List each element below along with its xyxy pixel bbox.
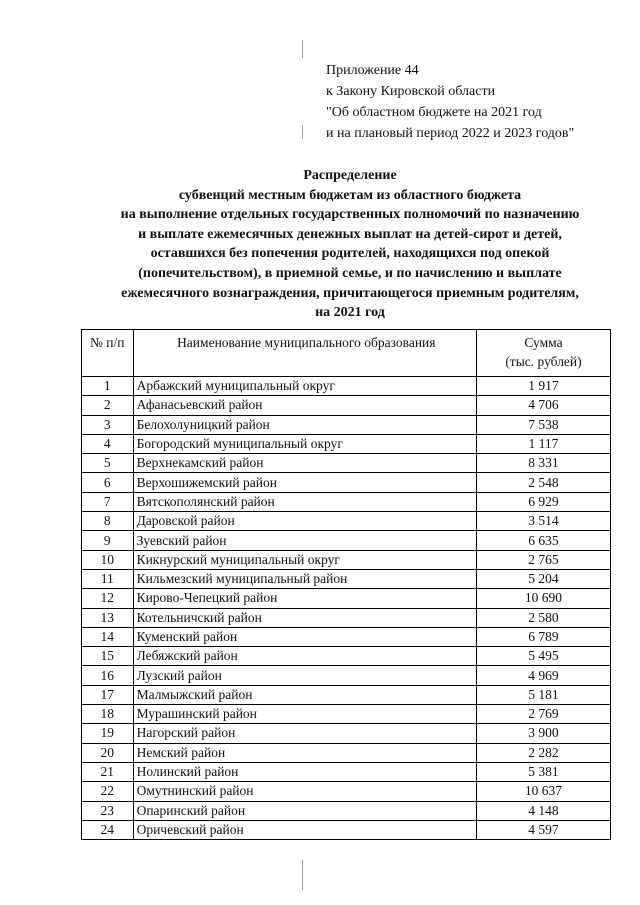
row-name: Опаринский район bbox=[133, 801, 476, 820]
header-sum-line1: Сумма bbox=[524, 335, 563, 350]
row-name: Котельничский район bbox=[133, 608, 476, 627]
header-num: № п/п bbox=[82, 330, 134, 377]
row-num: 19 bbox=[82, 724, 134, 743]
table-row bbox=[82, 801, 611, 820]
title-line: на выполнение отдельных государственных полномочий по назначению bbox=[120, 207, 580, 223]
row-sum: 2 769 bbox=[476, 705, 610, 724]
row-num: 9 bbox=[82, 531, 134, 550]
appendix-note bbox=[326, 60, 574, 144]
row-num: 23 bbox=[82, 801, 134, 820]
row-num: 7 bbox=[82, 492, 134, 511]
row-num: 24 bbox=[82, 820, 134, 839]
title-line: субвенций местным бюджетам из областного бюджета bbox=[178, 187, 522, 203]
row-num: 13 bbox=[82, 608, 134, 627]
row-sum: 5 495 bbox=[476, 647, 610, 666]
title-line: на 2021 год bbox=[315, 305, 385, 321]
row-name: Верхошижемский район bbox=[133, 473, 476, 492]
row-name: Немский район bbox=[133, 743, 476, 762]
row-sum: 6 635 bbox=[476, 531, 610, 550]
subventions-table bbox=[81, 329, 611, 840]
appendix-line: и на плановый период 2022 и 2023 годов" bbox=[326, 126, 575, 141]
row-sum: 4 148 bbox=[476, 801, 610, 820]
row-name: Даровской район bbox=[133, 512, 476, 531]
table-row bbox=[82, 531, 611, 550]
row-sum: 4 969 bbox=[476, 666, 610, 685]
table-row bbox=[82, 627, 611, 646]
row-name: Кильмезский муниципальный район bbox=[133, 569, 476, 588]
table-row bbox=[82, 666, 611, 685]
table-body bbox=[82, 377, 611, 840]
row-sum: 6 789 bbox=[476, 627, 610, 646]
row-sum: 3 514 bbox=[476, 512, 610, 531]
header-sum-line2: (тыс. рублей) bbox=[505, 354, 582, 369]
table-row bbox=[82, 762, 611, 781]
row-num: 20 bbox=[82, 743, 134, 762]
row-sum: 3 900 bbox=[476, 724, 610, 743]
table-row bbox=[82, 782, 611, 801]
table-row bbox=[82, 820, 611, 839]
header-name: Наименование муниципального образования bbox=[133, 330, 476, 377]
row-name: Белохолуницкий район bbox=[133, 415, 476, 434]
row-num: 17 bbox=[82, 685, 134, 704]
title-line: ежемесячного вознаграждения, причитающегося приемным родителям, bbox=[121, 285, 579, 301]
row-num: 8 bbox=[82, 512, 134, 531]
row-sum: 1 917 bbox=[476, 377, 610, 396]
row-num: 15 bbox=[82, 647, 134, 666]
row-num: 10 bbox=[82, 550, 134, 569]
row-num: 21 bbox=[82, 762, 134, 781]
row-name: Кикнурский муниципальный округ bbox=[133, 550, 476, 569]
scan-mark bbox=[302, 40, 303, 58]
row-sum: 2 765 bbox=[476, 550, 610, 569]
row-name: Мурашинский район bbox=[133, 705, 476, 724]
table-row bbox=[82, 647, 611, 666]
header-sum bbox=[476, 330, 610, 377]
row-name: Омутнинский район bbox=[133, 782, 476, 801]
table-row bbox=[82, 492, 611, 511]
table-row bbox=[82, 608, 611, 627]
row-sum: 2 548 bbox=[476, 473, 610, 492]
row-num: 2 bbox=[82, 396, 134, 415]
row-num: 6 bbox=[82, 473, 134, 492]
row-name: Зуевский район bbox=[133, 531, 476, 550]
row-num: 5 bbox=[82, 454, 134, 473]
row-name: Лебяжский район bbox=[133, 647, 476, 666]
row-num: 16 bbox=[82, 666, 134, 685]
row-name: Лузский район bbox=[133, 666, 476, 685]
row-sum: 8 331 bbox=[476, 454, 610, 473]
row-num: 18 bbox=[82, 705, 134, 724]
row-sum: 2 580 bbox=[476, 608, 610, 627]
row-num: 4 bbox=[82, 434, 134, 453]
table-row bbox=[82, 724, 611, 743]
row-num: 1 bbox=[82, 377, 134, 396]
row-sum: 1 117 bbox=[476, 434, 610, 453]
row-sum: 7 538 bbox=[476, 415, 610, 434]
row-name: Куменский район bbox=[133, 627, 476, 646]
table-row bbox=[82, 434, 611, 453]
table-row bbox=[82, 377, 611, 396]
row-name: Оричевский район bbox=[133, 820, 476, 839]
table-row bbox=[82, 685, 611, 704]
row-sum: 5 181 bbox=[476, 685, 610, 704]
row-sum: 5 381 bbox=[476, 762, 610, 781]
title-line: Распределение bbox=[303, 168, 397, 183]
table-row bbox=[82, 415, 611, 434]
row-name: Малмыжский район bbox=[133, 685, 476, 704]
table-row bbox=[82, 512, 611, 531]
row-sum: 2 282 bbox=[476, 743, 610, 762]
row-sum: 10 637 bbox=[476, 782, 610, 801]
row-name: Арбажский муниципальный округ bbox=[133, 377, 476, 396]
row-name: Афанасьевский район bbox=[133, 396, 476, 415]
table-header-row bbox=[82, 330, 611, 377]
row-num: 11 bbox=[82, 569, 134, 588]
table-row bbox=[82, 396, 611, 415]
row-num: 3 bbox=[82, 415, 134, 434]
row-num: 22 bbox=[82, 782, 134, 801]
row-sum: 10 690 bbox=[476, 589, 610, 608]
scan-mark bbox=[302, 860, 303, 890]
appendix-line: "Об областном бюджете на 2021 год bbox=[326, 105, 542, 120]
title-line: оставшихся без попечения родителей, находящихся под опекой bbox=[150, 246, 550, 262]
table-row bbox=[82, 550, 611, 569]
table-row bbox=[82, 705, 611, 724]
table-row bbox=[82, 569, 611, 588]
row-name: Кирово-Чепецкий район bbox=[133, 589, 476, 608]
table-row bbox=[82, 743, 611, 762]
row-name: Вятскополянский район bbox=[133, 492, 476, 511]
table-row bbox=[82, 454, 611, 473]
row-num: 14 bbox=[82, 627, 134, 646]
row-sum: 5 204 bbox=[476, 569, 610, 588]
table-row bbox=[82, 589, 611, 608]
appendix-line: Приложение 44 bbox=[326, 63, 419, 78]
appendix-line: к Закону Кировской области bbox=[326, 84, 496, 99]
row-name: Нолинский район bbox=[133, 762, 476, 781]
document-title bbox=[60, 166, 640, 323]
row-sum: 4 597 bbox=[476, 820, 610, 839]
row-name: Верхнекамский район bbox=[133, 454, 476, 473]
row-num: 12 bbox=[82, 589, 134, 608]
table-row bbox=[82, 473, 611, 492]
row-sum: 6 929 bbox=[476, 492, 610, 511]
title-line: и выплате ежемесячных денежных выплат на детей-сирот и детей, bbox=[138, 226, 562, 242]
scan-mark bbox=[302, 125, 303, 139]
row-sum: 4 706 bbox=[476, 396, 610, 415]
title-line: (попечительством), в приемной семье, и по начислению и выплате bbox=[138, 265, 562, 281]
row-name: Богородский муниципальный округ bbox=[133, 434, 476, 453]
row-name: Нагорский район bbox=[133, 724, 476, 743]
